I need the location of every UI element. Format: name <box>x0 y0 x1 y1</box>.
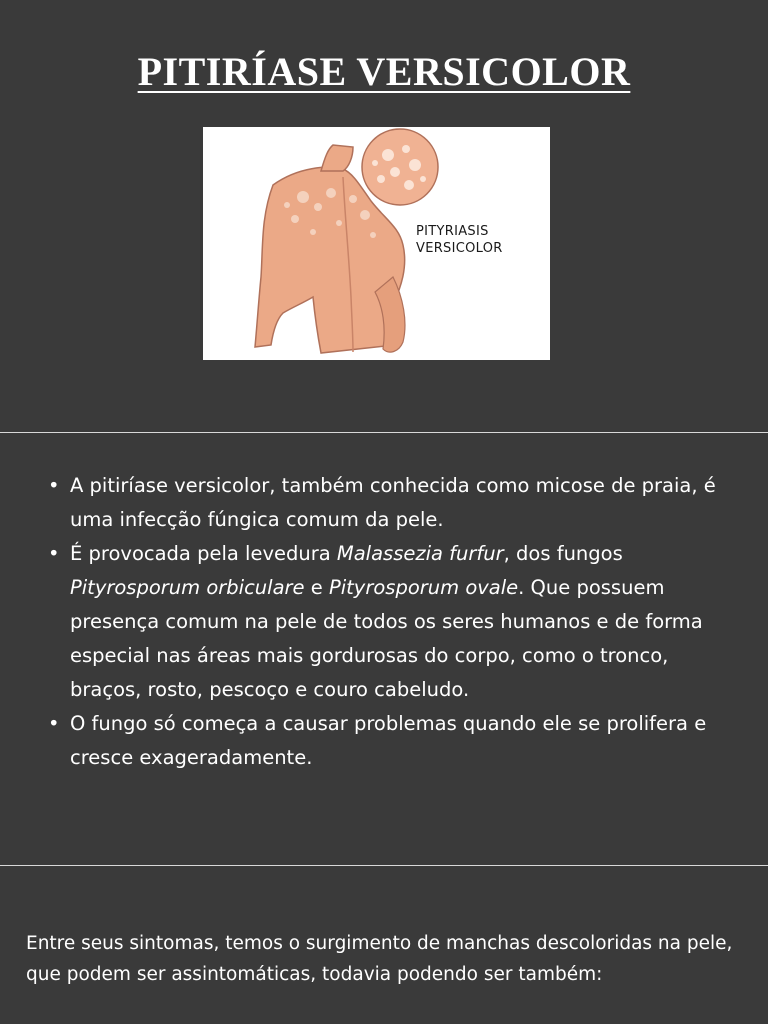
bullet-list <box>44 469 744 775</box>
pityriasis-illustration <box>203 127 550 360</box>
bullet-item <box>44 707 744 775</box>
bullet-item <box>44 537 744 707</box>
label-line-2: VERSICOLOR <box>416 241 503 256</box>
species-name: Malassezia furfur <box>336 542 504 565</box>
magnified-skin-circle <box>362 129 438 205</box>
illustration-label <box>416 223 503 257</box>
species-name: Pityrosporum ovale <box>328 576 519 599</box>
bullet-text: O fungo só começa a causar problemas quando ele se prolifera e cresce exageradamente. <box>70 712 707 769</box>
bullet-text: , dos fungos <box>503 542 623 565</box>
slide-symptoms <box>0 866 768 1024</box>
bullet-item <box>44 469 744 537</box>
page-title: PITIRÍASE VERSICOLOR <box>137 49 631 94</box>
bullet-text: . Que possuem presença comum na pele de todos os seres humanos e de forma especial nas áreas mais gordurosas do corpo, como o tronco, braços, rosto, pescoço e couro cabeludo. <box>70 576 703 701</box>
bullet-text: É provocada pela levedura <box>70 542 337 565</box>
symptoms-paragraph: Entre seus sintomas, temos o surgimento de manchas descoloridas na pele, que podem ser assintomáticas, todavia podendo ser também: <box>26 933 733 985</box>
slide-title <box>0 0 768 431</box>
label-line-1: PITYRIASIS <box>416 224 489 239</box>
bullet-text: A pitiríase versicolor, também conhecida como micose de praia, é uma infecção fúngica comum da pele. <box>70 474 716 531</box>
bullet-text: e <box>304 576 329 599</box>
neck-shape <box>321 145 353 171</box>
species-name: Pityrosporum orbiculare <box>70 576 305 599</box>
slide-bullets <box>0 433 768 864</box>
